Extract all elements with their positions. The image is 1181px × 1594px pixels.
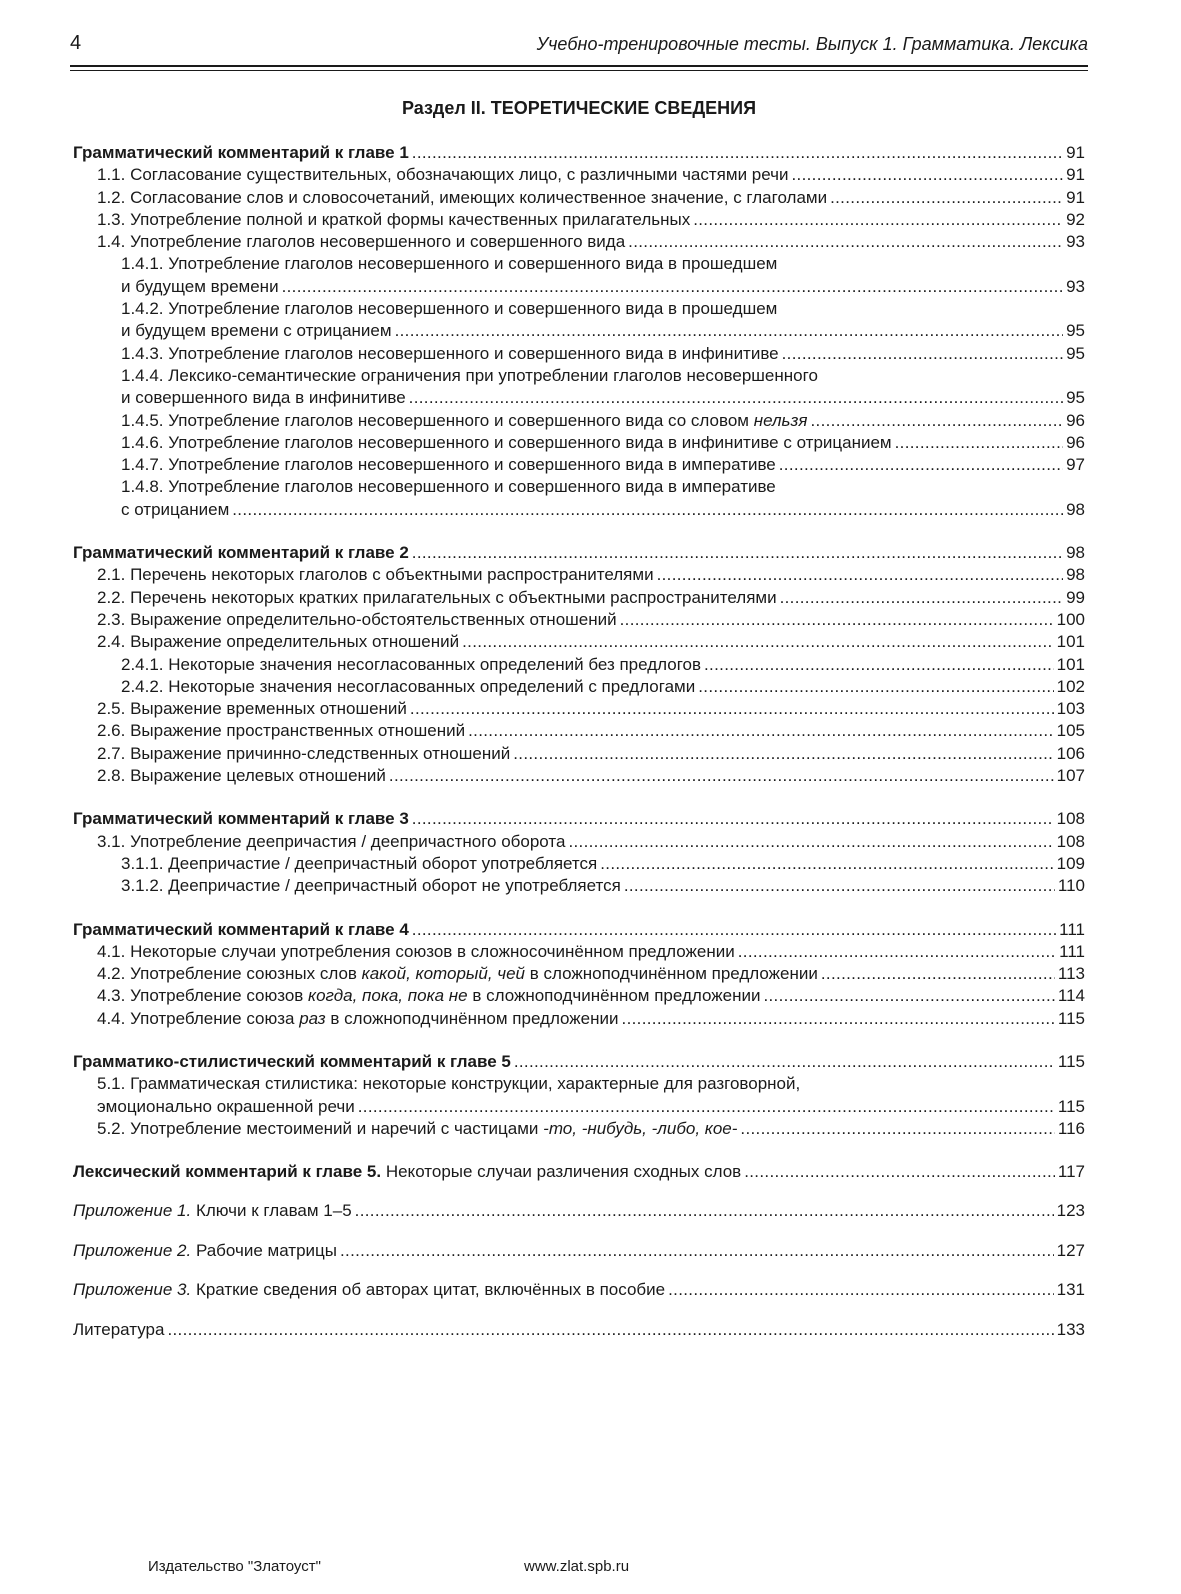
toc-subitem[interactable]: 1.4.1. Употребление глаголов несовершенного и совершенного вида в прошедшем и будущем времени . . . 93 xyxy=(73,253,1085,298)
toc-appendix-1[interactable]: Приложение 1. Ключи к главам 1–5 . . . 123 xyxy=(73,1200,1085,1222)
toc-subitem[interactable]: 1.4.8. Употребление глаголов несовершенного и совершенного вида в императиве с отрицанием . . . 98 xyxy=(73,476,1085,521)
publisher-url[interactable]: www.zlat.spb.ru xyxy=(524,1558,630,1575)
toc-subitem[interactable]: 1.4.5. Употребление глаголов несовершенного и совершенного вида со словом нельзя . . . 96 xyxy=(73,410,1085,432)
toc-appendix-3[interactable]: Приложение 3. Краткие сведения об авторах цитат, включённых в пособие . . . 131 xyxy=(73,1279,1085,1301)
toc-item[interactable]: 1.1. Согласование существительных, обозначающих лицо, с различными частями речи . . . 91 xyxy=(73,164,1085,186)
toc-page-number: 115 xyxy=(1057,1051,1085,1071)
toc-subitem[interactable]: 1.4.4. Лексико-семантические ограничения при употреблении глаголов несовершенного и совершенного вида в инфинитиве . . . 95 xyxy=(73,365,1085,410)
toc-literature[interactable]: Литература . . . 133 xyxy=(73,1319,1085,1341)
toc-item[interactable]: 5.2. Употребление местоимений и наречий с частицами -то, -нибудь, -либо, кое- . . . 116 xyxy=(73,1118,1085,1140)
toc-subitem[interactable]: 1.4.2. Употребление глаголов несовершенного и совершенного вида в прошедшем и будущем времени с отрицанием . . . 95 xyxy=(73,298,1085,343)
header-rule-thin xyxy=(70,70,1088,71)
section-title: Раздел II. ТЕОРЕТИЧЕСКИЕ СВЕДЕНИЯ xyxy=(401,98,757,118)
toc-chapter-title: Грамматический комментарий к главе 1 xyxy=(73,143,409,162)
toc-chapter-5[interactable] xyxy=(73,1051,1085,1073)
toc-page-number: 108 xyxy=(1056,809,1085,829)
toc-chapter-4[interactable] xyxy=(73,919,1085,941)
toc-item[interactable]: 2.2. Перечень некоторых кратких прилагательных с объектными распространителями . . . 99 xyxy=(73,587,1085,609)
toc-page-number: 91 xyxy=(1066,143,1085,162)
running-title: Учебно-тренировочные тесты. Выпуск 1. Грамматика. Лексика xyxy=(536,34,1088,54)
toc-item[interactable]: 3.1. Употребление деепричастия / деепричастного оборота . . . 108 xyxy=(73,831,1085,853)
toc-chapter-1[interactable] xyxy=(73,142,1085,164)
toc-chapter-title: Грамматико-стилистический комментарий к главе 5 xyxy=(73,1051,511,1071)
toc-item[interactable]: 2.1. Перечень некоторых глаголов с объектными распространителями . . . 98 xyxy=(73,564,1085,586)
toc-subitem[interactable]: 1.4.7. Употребление глаголов несовершенного и совершенного вида в императиве . . . 97 xyxy=(73,454,1085,476)
toc-chapter-title: Грамматический комментарий к главе 4 xyxy=(73,919,409,939)
toc-item[interactable]: 4.2. Употребление союзных слов какой, который, чей в сложноподчинённом предложении . . . 113 xyxy=(73,963,1085,985)
toc-item[interactable]: 2.6. Выражение пространственных отношений . . . 105 xyxy=(73,720,1085,742)
toc-chapter-2[interactable] xyxy=(73,542,1085,564)
toc-page-number: 98 xyxy=(1066,543,1085,563)
publisher-name: Издательство "Златоуст" xyxy=(148,1558,321,1575)
toc-item[interactable]: 4.1. Некоторые случаи употребления союзов в сложносочинённом предложении . . . 111 xyxy=(73,941,1085,963)
toc-item[interactable]: 1.4. Употребление глаголов несовершенного и совершенного вида . . . 93 xyxy=(73,231,1085,253)
toc-subitem[interactable]: 3.1.2. Деепричастие / деепричастный оборот не употребляется . . . 110 xyxy=(73,875,1085,897)
toc-page-number: 111 xyxy=(1059,919,1085,939)
toc-item[interactable]: 4.3. Употребление союзов когда, пока, пока не в сложноподчинённом предложении . . . 114 xyxy=(73,985,1085,1007)
page-number: 4 xyxy=(70,32,82,54)
toc-appendix-2[interactable]: Приложение 2. Рабочие матрицы . . . 127 xyxy=(73,1240,1085,1262)
toc-item[interactable]: 1.3. Употребление полной и краткой формы качественных прилагательных . . . 92 xyxy=(73,209,1085,231)
toc-item[interactable]: 2.3. Выражение определительно-обстоятельственных отношений . . . 100 xyxy=(73,609,1085,631)
table-of-contents xyxy=(73,142,1085,1342)
toc-item[interactable]: 2.7. Выражение причинно-следственных отношений . . . 106 xyxy=(73,743,1085,765)
toc-subitem[interactable]: 3.1.1. Деепричастие / деепричастный оборот употребляется . . . 109 xyxy=(73,853,1085,875)
toc-item[interactable]: 4.4. Употребление союза раз в сложноподчинённом предложении . . . 115 xyxy=(73,1008,1085,1030)
toc-lexical-commentary[interactable]: Лексический комментарий к главе 5. Некоторые случаи различения сходных слов . . . 117 xyxy=(73,1161,1085,1183)
toc-subitem[interactable]: 1.4.3. Употребление глаголов несовершенного и совершенного вида в инфинитиве . . . 95 xyxy=(73,343,1085,365)
toc-item[interactable]: 2.5. Выражение временных отношений . . . 103 xyxy=(73,698,1085,720)
toc-chapter-title: Грамматический комментарий к главе 3 xyxy=(73,809,409,829)
toc-item[interactable]: 2.8. Выражение целевых отношений . . . 107 xyxy=(73,765,1085,787)
toc-subitem[interactable]: 2.4.1. Некоторые значения несогласованных определений без предлогов . . . 101 xyxy=(73,654,1085,676)
toc-item[interactable]: 2.4. Выражение определительных отношений . . . 101 xyxy=(73,631,1085,653)
page-header xyxy=(70,32,1088,62)
toc-subitem[interactable]: 1.4.6. Употребление глаголов несовершенного и совершенного вида в инфинитиве с отрицанием . . . 96 xyxy=(73,432,1085,454)
toc-item[interactable]: 5.1. Грамматическая стилистика: некоторые конструкции, характерные для разговорной, эмоционально окрашенной речи . . . 115 xyxy=(73,1073,1085,1118)
header-rule-thick xyxy=(70,65,1088,67)
toc-item[interactable]: 1.2. Согласование слов и словосочетаний, имеющих количественное значение, с глаголами . . . 91 xyxy=(73,187,1085,209)
toc-subitem[interactable]: 2.4.2. Некоторые значения несогласованных определений с предлогами . . . 102 xyxy=(73,676,1085,698)
toc-chapter-title: Грамматический комментарий к главе 2 xyxy=(73,543,409,563)
toc-chapter-3[interactable] xyxy=(73,808,1085,830)
